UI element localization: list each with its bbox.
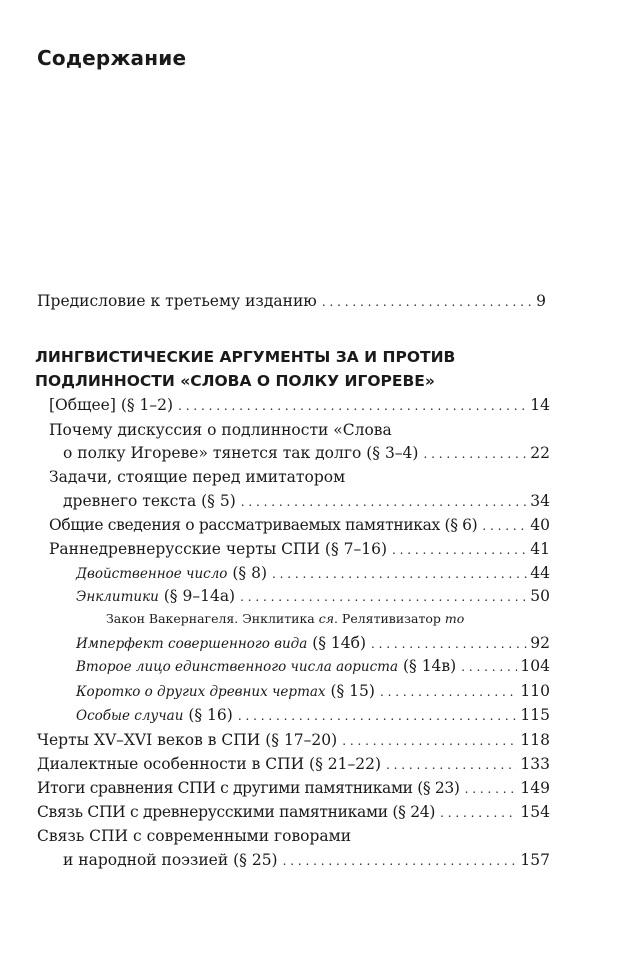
- toc-entry-briefly[interactable]: [76, 680, 550, 703]
- toc-entry-dialect[interactable]: [37, 753, 550, 776]
- toc-entry-title: Черты XV–XVI веков в СПИ (§ 17–20): [37, 731, 338, 749]
- toc-page-number: 44: [530, 564, 550, 582]
- toc-page-number: 149: [520, 779, 550, 797]
- toc-entry-imperfect[interactable]: [76, 632, 550, 655]
- toc-page-number: 154: [520, 803, 550, 821]
- toc-entry-paragraphs: (§ 15): [325, 682, 375, 700]
- leader-dots: [380, 681, 517, 703]
- toc-entry-title: Второе лицо единственного числа аориста: [76, 659, 399, 675]
- section-title-line-2: ПОДЛИННОСТИ «СЛОВА О ПОЛКУ ИГОРЕВЕ»: [35, 372, 435, 390]
- toc-entry-title: Диалектные особенности в СПИ (§ 21–22): [37, 755, 382, 773]
- toc-entry-paragraphs: (§ 14б): [307, 634, 367, 652]
- leader-dots: [386, 754, 517, 776]
- toc-entry-special[interactable]: [76, 704, 550, 727]
- toc-entry-enclitics[interactable]: [76, 585, 550, 608]
- toc-entry-general-info[interactable]: [49, 514, 550, 537]
- toc-entry-title: Энклитики: [76, 589, 159, 605]
- toc-entry-title: и народной поэзией (§ 25): [63, 851, 278, 869]
- toc-entry-title: [Общее] (§ 1–2): [49, 396, 174, 414]
- toc-entry-preface[interactable]: [37, 290, 546, 313]
- toc-page-number: 118: [520, 731, 550, 749]
- toc-entry-tasks-line-1[interactable]: Задачи, стоящие перед имитатором: [49, 468, 346, 486]
- toc-page-number: 104: [520, 657, 550, 675]
- toc-entry-title: Раннедревнерусские черты СПИ (§ 7–16): [49, 540, 388, 558]
- toc-entry-title: о полку Игореве» тянется так долго (§ 3–4): [63, 444, 419, 462]
- leader-dots: [461, 656, 517, 678]
- toc-page-number: 22: [530, 444, 550, 462]
- toc-page-number: 14: [530, 396, 550, 414]
- leader-dots: [272, 563, 527, 585]
- toc-entry-title: Предисловие к третьему изданию: [37, 292, 317, 310]
- toc-entry-results[interactable]: [37, 777, 550, 800]
- leader-dots: [240, 586, 527, 608]
- toc-entry-title: Связь СПИ с древнерусскими памятниками (§ 24): [37, 803, 436, 821]
- toc-entry-title: Коротко о других древних чертах: [76, 684, 326, 700]
- toc-entry-15-16-century[interactable]: [37, 729, 550, 752]
- toc-entry-paragraphs: (§ 16): [183, 706, 233, 724]
- toc-entry-title: Особые случаи: [76, 708, 184, 724]
- toc-entry-dual[interactable]: [76, 562, 550, 585]
- leader-dots: [241, 491, 528, 513]
- toc-entry-general[interactable]: [49, 394, 550, 417]
- page-title: Содержание: [37, 46, 187, 70]
- toc-page-number: 34: [530, 492, 550, 510]
- leader-dots: [440, 802, 517, 824]
- toc-entry-why-line-1[interactable]: Почему дискуссия о подлинности «Слова: [49, 421, 392, 439]
- toc-entry-paragraphs: (§ 14в): [398, 657, 457, 675]
- toc-page-number: 9: [536, 292, 546, 310]
- toc-entry-title: Общие сведения о рассматриваемых памятниках (§ 6): [49, 516, 478, 534]
- toc-page-number: 133: [520, 755, 550, 773]
- leader-dots: [482, 515, 527, 537]
- leader-dots: [423, 443, 527, 465]
- toc-entry-title: древнего текста (§ 5): [63, 492, 236, 510]
- leader-dots: [392, 539, 527, 561]
- toc-subnote-enclitics: Закон Вакернагеля. Энклитика ся. Релятивизатор то: [106, 611, 465, 626]
- leader-dots: [342, 730, 517, 752]
- toc-page-number: 92: [530, 634, 550, 652]
- leader-dots: [178, 395, 527, 417]
- toc-entry-tasks[interactable]: [63, 490, 550, 513]
- toc-entry-link-old[interactable]: [37, 801, 550, 824]
- toc-page-number: 40: [530, 516, 550, 534]
- toc-entry-title: Итоги сравнения СПИ с другими памятниками (§ 23): [37, 779, 460, 797]
- toc-entry-early-features[interactable]: [49, 538, 550, 561]
- toc-entry-title: Имперфект совершенного вида: [76, 636, 308, 652]
- toc-entry-aorist[interactable]: [76, 655, 550, 678]
- leader-dots: [322, 291, 533, 313]
- leader-dots: [465, 778, 518, 800]
- leader-dots: [238, 705, 518, 727]
- toc-page-number: 115: [520, 706, 550, 724]
- leader-dots: [283, 850, 518, 872]
- leader-dots: [371, 633, 527, 655]
- toc-entry-paragraphs: (§ 9–14а): [158, 587, 236, 605]
- toc-entry-paragraphs: (§ 8): [227, 564, 267, 582]
- section-title-line-1: ЛИНГВИСТИЧЕСКИЕ АРГУМЕНТЫ ЗА И ПРОТИВ: [35, 348, 456, 366]
- toc-page-number: 50: [530, 587, 550, 605]
- toc-page-number: 110: [520, 682, 550, 700]
- toc-entry-title: Двойственное число: [76, 566, 228, 582]
- toc-page-number: 41: [530, 540, 550, 558]
- toc-entry-link-modern-line-1[interactable]: Связь СПИ с современными говорами: [37, 827, 352, 845]
- toc-entry-link-modern[interactable]: [63, 849, 550, 872]
- toc-page-number: 157: [520, 851, 550, 869]
- toc-entry-why[interactable]: [63, 442, 550, 465]
